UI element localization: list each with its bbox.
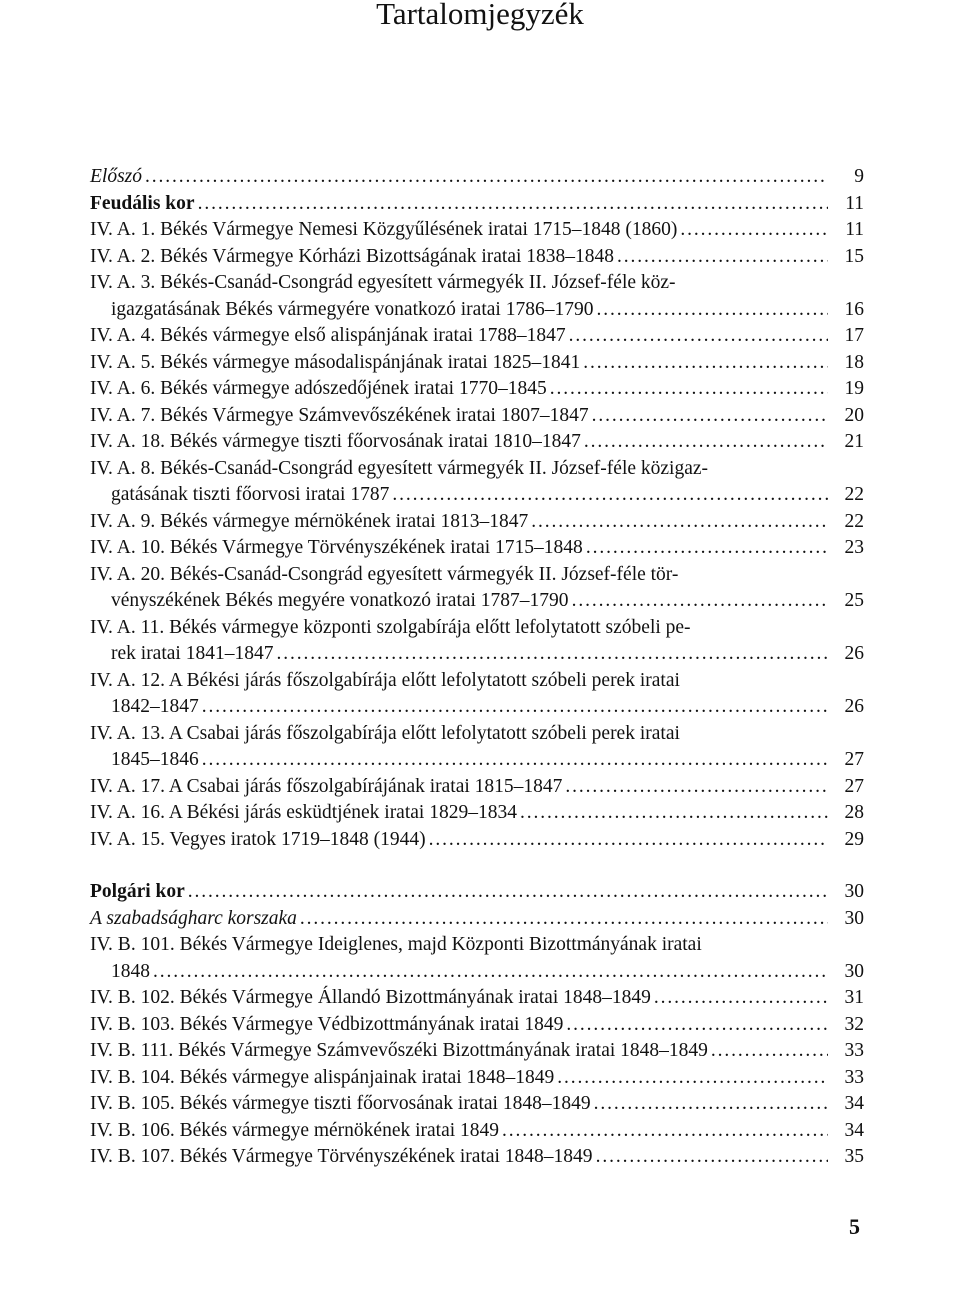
toc-entry-text: 1845–1846: [111, 749, 199, 770]
toc-entry-text: IV. A. 8. Békés-Csanád-Csongrád egyesített vármegyék II. József-féle közigaz-: [90, 457, 709, 479]
dot-leader: [550, 376, 828, 403]
toc-entry: [90, 456, 864, 509]
toc-entry-text: IV. A. 4. Békés vármegye első alispánjának iratai 1788–1847: [90, 325, 566, 346]
toc-entry: [90, 1012, 864, 1039]
toc-entry: [90, 244, 864, 271]
toc-page-number: 30: [844, 907, 864, 929]
dot-leader: [531, 509, 828, 536]
dot-leader: [569, 323, 828, 350]
toc-entry: [90, 403, 864, 430]
dot-leader: [557, 1065, 828, 1092]
toc-page-number: 11: [845, 192, 864, 214]
dot-leader: [596, 1144, 828, 1171]
dot-leader: [429, 827, 828, 854]
dot-leader: [153, 959, 828, 986]
toc-entry-text: 1848: [111, 960, 150, 982]
toc-entry: [90, 217, 864, 244]
toc-page-number: 16: [844, 298, 864, 320]
toc-entry: [90, 562, 864, 615]
toc-page-number: 26: [844, 696, 864, 717]
toc-entry: [90, 1091, 864, 1118]
toc-entry: [90, 535, 864, 562]
toc-entry-text: IV. A. 3. Békés-Csanád-Csongrád egyesített vármegyék II. József-féle köz-: [90, 272, 676, 293]
toc-entry-text: IV. B. 104. Békés vármegye alispánjainak iratai 1848–1849: [90, 1066, 555, 1088]
toc-page-number: 35: [844, 1146, 864, 1167]
toc-page-number: 30: [844, 881, 864, 902]
page-number: 5: [849, 1214, 860, 1239]
toc-entry: [90, 350, 864, 377]
toc-entry: [90, 774, 864, 801]
dot-leader: [198, 191, 828, 218]
toc-page-number: 33: [844, 1040, 864, 1061]
toc-page-number: 30: [844, 960, 864, 982]
toc-entry: [90, 800, 864, 827]
toc-page-number: 20: [844, 404, 864, 426]
dot-leader: [654, 985, 828, 1012]
toc-page-number: 19: [844, 378, 864, 399]
toc-entry: [90, 270, 864, 323]
toc-entry: [90, 164, 864, 191]
toc-entry: [90, 1038, 864, 1065]
toc-page-number: 34: [844, 1119, 864, 1141]
toc-page-number: 28: [844, 802, 864, 823]
dot-leader: [583, 350, 828, 377]
toc-entry-text: IV. A. 2. Békés Vármegye Kórházi Bizottságának iratai 1838–1848: [90, 245, 615, 267]
toc-entry: [90, 906, 864, 933]
toc-page-number: 34: [844, 1093, 864, 1114]
dot-leader: [202, 747, 828, 774]
toc-entry-text: rek iratai 1841–1847: [111, 643, 274, 664]
toc-entry-text: igazgatásának Békés vármegyére vonatkozó iratai 1786–1790: [111, 298, 594, 320]
toc-page-number: 25: [844, 590, 864, 611]
toc-page-number: 21: [844, 431, 864, 452]
toc-entry-text: IV. A. 9. Békés vármegye mérnökének iratai 1813–1847: [90, 510, 529, 532]
toc-entry-text: IV. A. 12. A Békési járás főszolgabírája előtt lefolytatott szóbeli perek iratai: [90, 669, 680, 691]
dot-leader: [680, 217, 828, 244]
toc-entry: [90, 721, 864, 774]
dot-leader: [584, 429, 828, 456]
toc-page-number: 17: [844, 325, 864, 346]
toc-page-number: 22: [844, 510, 864, 532]
toc-entry-text: IV. A. 1. Békés Vármegye Nemesi Közgyűlésének iratai 1715–1848 (1860): [90, 219, 678, 240]
dot-leader: [586, 535, 828, 562]
toc-entry: [90, 429, 864, 456]
toc-entry-text: IV. B. 111. Békés Vármegye Számvevőszéki Bizottmányának iratai 1848–1849: [90, 1040, 708, 1061]
toc-page-number: 9: [854, 166, 864, 187]
toc-page-number: 11: [845, 219, 864, 240]
toc-page-number: 15: [844, 245, 864, 267]
toc-entry-text: IV. A. 17. A Csabai járás főszolgabírájának iratai 1815–1847: [90, 775, 563, 797]
dot-leader: [145, 164, 828, 191]
toc-entry: [90, 191, 864, 218]
toc-page-number: 23: [844, 537, 864, 558]
dot-leader: [572, 588, 828, 615]
toc-entry-text: IV. A. 7. Békés Vármegye Számvevőszékének iratai 1807–1847: [90, 404, 589, 426]
toc-page-number: 32: [844, 1013, 864, 1035]
table-of-contents: [90, 164, 864, 1171]
dot-leader: [276, 641, 828, 668]
dot-leader: [502, 1118, 828, 1145]
toc-page-number: 22: [844, 484, 864, 505]
toc-entry-text: A szabadságharc korszaka: [90, 907, 297, 929]
toc-entry: [90, 615, 864, 668]
toc-entry-text: IV. B. 105. Békés vármegye tiszti főorvosának iratai 1848–1849: [90, 1093, 591, 1114]
toc-entry: [90, 1118, 864, 1145]
toc-page-number: 26: [844, 643, 864, 664]
page-title: Tartalomjegyzék: [376, 0, 584, 31]
dot-leader: [202, 694, 828, 721]
toc-page-number: 18: [844, 351, 864, 373]
toc-entry-text: gatásának tiszti főorvosi iratai 1787: [111, 484, 390, 505]
toc-entry-text: IV. B. 107. Békés Vármegye Törvényszékének iratai 1848–1849: [90, 1146, 593, 1167]
toc-entry: [90, 985, 864, 1012]
toc-page-number: 33: [844, 1066, 864, 1088]
toc-page-number: 27: [844, 749, 864, 770]
dot-leader: [617, 244, 828, 271]
toc-page-number: 27: [844, 775, 864, 797]
toc-entry-text: IV. B. 102. Békés Vármegye Állandó Bizottmányának iratai 1848–1849: [90, 987, 651, 1008]
toc-entry-text: IV. A. 18. Békés vármegye tiszti főorvosának iratai 1810–1847: [90, 431, 581, 452]
toc-entry-text: IV. A. 11. Békés vármegye központi szolgabírája előtt lefolytatott szóbeli pe-: [90, 616, 691, 638]
dot-leader: [300, 906, 828, 933]
toc-page-number: 31: [844, 987, 864, 1008]
dot-leader: [592, 403, 828, 430]
toc-entry: [90, 323, 864, 350]
toc-entry-text: IV. B. 106. Békés vármegye mérnökének iratai 1849: [90, 1119, 500, 1141]
toc-entry-text: IV. A. 10. Békés Vármegye Törvényszékének iratai 1715–1848: [90, 537, 583, 558]
dot-leader: [596, 297, 828, 324]
toc-entry-text: IV. A. 13. A Csabai járás főszolgabírája előtt lefolytatott szóbeli perek iratai: [90, 722, 680, 744]
toc-entry-text: IV. A. 6. Békés vármegye adószedőjének iratai 1770–1845: [90, 378, 547, 399]
toc-entry-text: IV. A. 5. Békés vármegye másodalispánjának iratai 1825–1841: [90, 351, 581, 373]
dot-leader: [188, 879, 828, 906]
toc-entry: [90, 376, 864, 403]
toc-entry: [90, 1144, 864, 1171]
toc-entry-text: IV. A. 16. A Békési járás esküdtjének iratai 1829–1834: [90, 802, 517, 823]
dot-leader: [392, 482, 828, 509]
dot-leader: [520, 800, 828, 827]
toc-entry: [90, 879, 864, 906]
dot-leader: [711, 1038, 828, 1065]
toc-entry-text: IV. A. 15. Vegyes iratok 1719–1848 (1944): [90, 828, 426, 850]
toc-entry-text: Előszó: [90, 166, 143, 187]
toc-entry-text: IV. B. 101. Békés Vármegye Ideiglenes, majd Központi Bizottmányának iratai: [90, 934, 702, 955]
toc-entry-text: Feudális kor: [90, 192, 195, 214]
toc-entry: [90, 509, 864, 536]
toc-entry: [90, 827, 864, 854]
toc-page-number: 29: [844, 828, 864, 850]
toc-entry-text: IV. B. 103. Békés Vármegye Védbizottmányának iratai 1849: [90, 1013, 564, 1035]
toc-entry: [90, 1065, 864, 1092]
dot-leader: [594, 1091, 828, 1118]
dot-leader: [566, 1012, 828, 1039]
toc-entry-text: 1842–1847: [111, 696, 199, 717]
toc-entry-text: IV. A. 20. Békés-Csanád-Csongrád egyesített vármegyék II. József-féle tör-: [90, 563, 679, 585]
toc-entry: [90, 668, 864, 721]
toc-entry-text: Polgári kor: [90, 881, 185, 902]
dot-leader: [565, 774, 828, 801]
toc-entry: [90, 932, 864, 985]
toc-entry-text: vényszékének Békés megyére vonatkozó iratai 1787–1790: [111, 590, 569, 611]
